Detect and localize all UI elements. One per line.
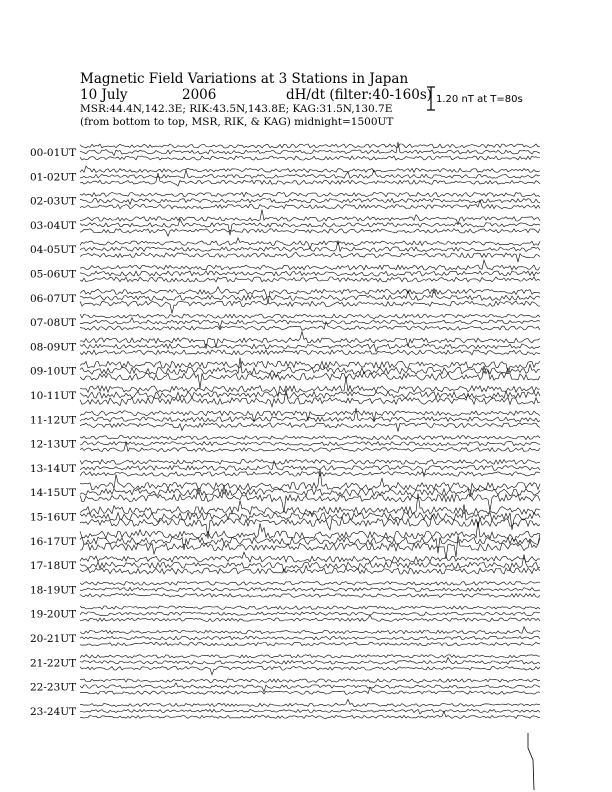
- rows-layer: [30, 142, 540, 718]
- hour-row: [30, 358, 540, 389]
- station-trace: [80, 173, 540, 186]
- station-trace: [80, 423, 540, 432]
- station-trace: [80, 615, 540, 621]
- hour-label: 06-07UT: [30, 292, 77, 305]
- station-trace: [80, 287, 540, 304]
- station-trace: [80, 504, 540, 529]
- station-trace: [80, 391, 540, 398]
- station-trace: [80, 238, 540, 249]
- hour-label: 04-05UT: [30, 244, 77, 257]
- station-trace: [80, 594, 540, 598]
- hour-label: 08-09UT: [30, 341, 77, 354]
- hour-row: [30, 314, 540, 330]
- hour-label: 11-12UT: [30, 414, 77, 427]
- station-trace: [80, 142, 540, 155]
- hour-label: 22-23UT: [30, 681, 77, 694]
- station-trace: [80, 200, 540, 209]
- station-trace: [80, 166, 540, 172]
- station-trace: [80, 667, 540, 675]
- hour-row: [30, 377, 540, 407]
- station-trace: [80, 699, 540, 706]
- station-trace: [80, 210, 540, 224]
- chart-title: Magnetic Field Variations at 3 Stations in Japan: [80, 71, 409, 87]
- station-trace: [80, 709, 540, 714]
- station-trace: [80, 344, 540, 351]
- station-trace: [80, 350, 540, 355]
- station-trace: [80, 260, 540, 270]
- station-trace: [80, 658, 540, 665]
- scale-label: 1.20 nT at T=80s: [436, 94, 523, 105]
- hour-label: 23-24UT: [30, 705, 77, 718]
- station-trace: [80, 627, 540, 634]
- station-trace: [80, 537, 540, 553]
- station-trace: [80, 442, 540, 446]
- hour-label: 17-18UT: [30, 560, 77, 573]
- station-trace: [80, 277, 540, 282]
- hour-row: [30, 521, 540, 559]
- hour-label: 07-08UT: [30, 317, 77, 330]
- station-trace: [80, 156, 540, 160]
- station-trace: [80, 301, 540, 313]
- hour-row: [30, 582, 540, 598]
- hour-row: [30, 606, 540, 621]
- hour-row: [30, 655, 540, 675]
- station-trace: [80, 377, 540, 397]
- hour-label: 18-19UT: [30, 584, 77, 597]
- hour-label: 10-11UT: [30, 390, 77, 402]
- scale-bar: [427, 87, 435, 110]
- hour-label: 15-16UT: [30, 511, 77, 524]
- station-trace: [80, 192, 540, 196]
- chart-date: 10 July: [80, 87, 128, 103]
- station-trace: [80, 683, 540, 692]
- chart-filter: dH/dt (filter:40-160s): [286, 87, 433, 103]
- hour-row: [30, 332, 540, 355]
- hour-label: 20-21UT: [30, 633, 77, 645]
- station-trace: [80, 198, 540, 204]
- station-trace: [80, 642, 540, 645]
- station-trace: [80, 460, 540, 465]
- station-trace: [80, 612, 540, 615]
- station-trace: [80, 679, 540, 683]
- station-trace: [80, 271, 540, 276]
- hour-row: [30, 679, 540, 694]
- station-coords: MSR:44.4N,142.3E; RIK:43.5N,143.8E; KAG:31.5N,130.7E: [80, 103, 393, 115]
- station-trace: [80, 521, 540, 542]
- station-trace: [80, 229, 540, 236]
- chart-year: 2006: [182, 87, 217, 103]
- hour-label: 21-22UT: [30, 657, 77, 670]
- hour-label: 12-13UT: [30, 438, 77, 451]
- hour-row: [30, 436, 540, 452]
- hour-label: 02-03UT: [30, 195, 77, 208]
- station-trace: [80, 636, 540, 639]
- hour-label: 13-14UT: [30, 462, 77, 475]
- station-trace: [80, 588, 540, 592]
- station-trace: [80, 472, 540, 477]
- station-trace: [80, 240, 540, 251]
- hour-label: 01-02UT: [30, 171, 77, 184]
- station-trace: [80, 411, 540, 422]
- station-trace: [80, 436, 540, 440]
- station-trace: [80, 582, 540, 586]
- station-trace: [80, 389, 540, 407]
- end-marker: [528, 733, 534, 790]
- hour-label: 16-17UT: [30, 535, 77, 548]
- hour-row: [30, 192, 540, 208]
- hour-row: [30, 210, 540, 237]
- hour-label: 09-10UT: [30, 365, 77, 378]
- hour-row: [30, 238, 540, 262]
- station-trace: [80, 314, 540, 319]
- station-trace: [80, 252, 540, 262]
- station-trace: [80, 144, 540, 148]
- station-trace: [80, 534, 540, 559]
- station-trace: [80, 606, 540, 609]
- hour-row: [30, 408, 540, 431]
- station-trace: [80, 554, 540, 572]
- hour-row: [30, 142, 540, 160]
- hour-row: [30, 166, 540, 186]
- station-trace: [80, 552, 540, 562]
- hour-row: [30, 287, 540, 314]
- hour-row: [30, 260, 540, 282]
- hour-label: 03-04UT: [30, 219, 77, 232]
- station-trace: [80, 408, 540, 422]
- hour-row: [30, 699, 540, 718]
- hour-row: [30, 460, 540, 477]
- station-trace: [80, 442, 540, 452]
- hour-label: 14-15UT: [30, 487, 77, 500]
- hour-label: 00-01UT: [30, 147, 77, 159]
- hour-row: [30, 627, 540, 646]
- station-order-note: (from bottom to top, MSR, RIK, & KAG) midnight=1500UT: [80, 116, 394, 128]
- hour-label: 19-20UT: [30, 608, 77, 621]
- hour-row: [30, 552, 540, 574]
- station-trace: [80, 655, 540, 658]
- hour-label: 05-06UT: [30, 268, 77, 281]
